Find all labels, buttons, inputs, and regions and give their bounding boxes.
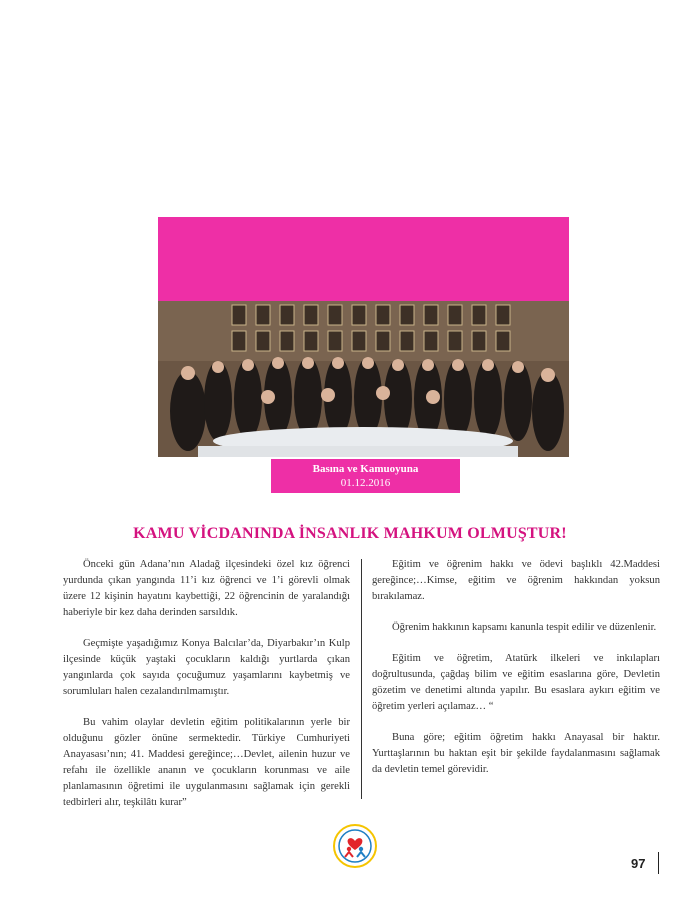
page-number: 97 [631,856,646,871]
paragraph: Öğrenim hakkının kapsamı kanunla tespit edilir ve düzenlenir. [392,622,657,633]
header-color-block [158,217,569,301]
paragraph: Eğitim ve öğrenim hakkı ve ödevi başlıklı 42.Maddesi gereğince;…Kimse, eğitim ve öğrenim hakkından yoksun bırakılamaz. [372,559,660,602]
photo-caption [271,459,460,493]
press-conference-photo [158,301,569,457]
paragraph: Önceki gün Adana’nın Aladağ ilçesindeki özel kız öğrenci yurdunda çıkan yangında 11’i kız öğrenci ve 1’i görevli olmak üzere 12 kişinin hayatını kaybettiği, 22 öğrencinin de yaralandığı haberiyle bir kez daha derinden sarsıldık. [63,559,350,618]
paragraph: Eğitim ve öğretim, Atatürk ilkeleri ve inkılapları doğrultusunda, çağdaş bilim ve eğitim esaslarına göre, Devletin gözetim ve denetimi altında yapılır. Bu esaslara aykırı eğitim ve öğretim yerleri açılamaz… “ [372,653,660,712]
paragraph: Geçmişte yaşadığımız Konya Balcılar’da, Diyarbakır’ın Kulp ilçesinde küçük yaştaki çocukların kaldığı yurtlarda çıkan yangınlarda çok sayıda çocuğumuz yaşamlarını kaybetmiş ve sorumluları halen cezalandırılmamıştır. [63,638,350,697]
paragraph: Buna göre; eğitim öğretim hakkı Anayasal bir haktır. Yurttaşlarının bu haktan eşit bir şekilde faydalanmasını sağlamak da devletin temel görevidir. [372,732,660,775]
paragraph: Bu vahim olaylar devletin eğitim politikalarının yerle bir olduğunu gözler önüne sermektedir. Türkiye Cumhuriyeti Anayasası’nın; 41. Maddesi gereğince;…Devlet, ailenin huzur ve refahı ile özellikle ananın ve çocukların korunması ve aile planlamasının öğretimi ile uygulanmasını sağlamak için gerekli tedbirleri alır, teşkilâtı kurar” [63,717,350,808]
left-column [63,557,350,826]
organization-logo-icon [332,823,378,869]
page-number-bar [658,852,659,874]
article-headline: KAMU VİCDANINDA İNSANLIK MAHKUM OLMUŞTUR! [133,525,567,542]
caption-title: Basına ve Kamuoyuna [312,463,419,475]
caption-date: 01.12.2016 [340,477,391,489]
column-divider [361,559,362,799]
right-column [372,557,660,793]
